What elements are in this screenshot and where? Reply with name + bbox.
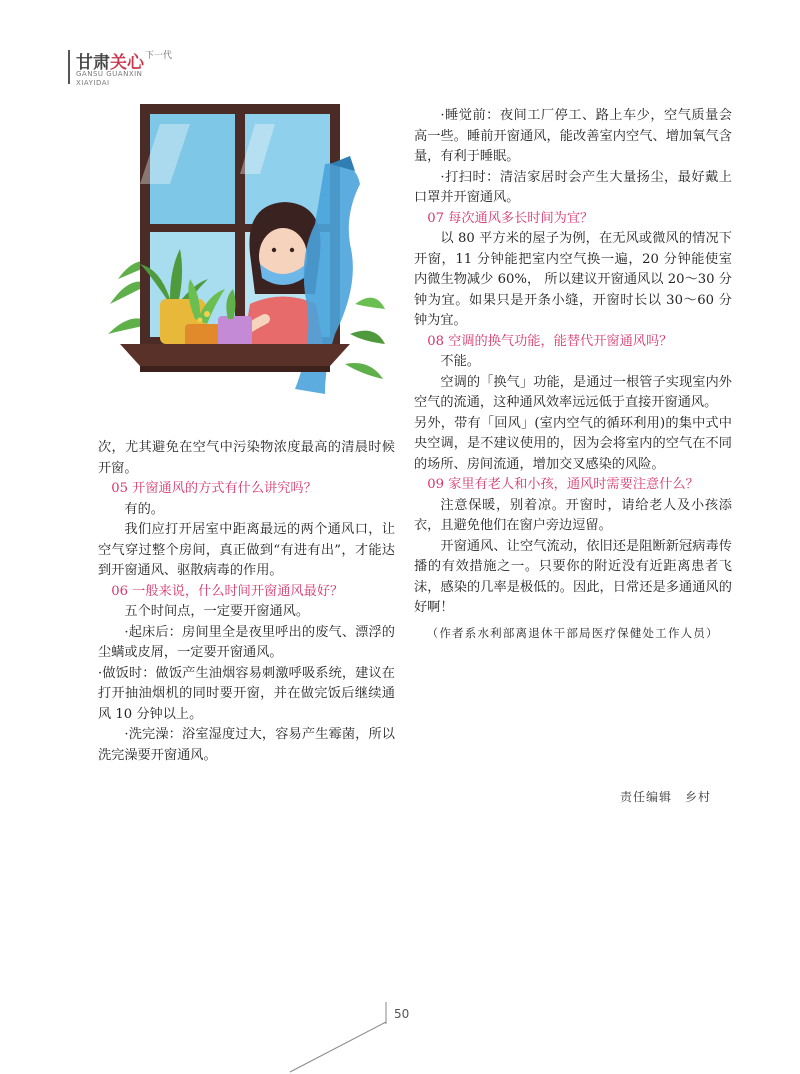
paragraph: 五个时间点，一定要开窗通风。 xyxy=(124,604,310,619)
logo-english-line-1: GANSU GUANXIN xyxy=(76,70,143,78)
paragraph: ·起床后：房间里全是夜里呼出的废气、漂浮的尘螨或皮屑，一定要开窗通风。 xyxy=(98,624,395,660)
paragraph: 有的。 xyxy=(124,501,164,517)
logo-text-a: 甘肃 xyxy=(76,53,110,73)
paragraph: ·洗完澡：浴室湿度过大，容易产生霉菌，所以洗完澡要开窗通风。 xyxy=(98,727,395,763)
responsible-editor: 责任编辑 乡村 xyxy=(620,790,712,804)
right-column xyxy=(414,106,732,643)
paragraph: 不能。 xyxy=(440,354,480,369)
logo-text-b: 关心 xyxy=(110,53,144,73)
section-heading: 06 一般来说，什么时间开窗通风最好？ xyxy=(111,583,344,599)
page-number: 50 xyxy=(394,1007,410,1021)
paragraph: ·打扫时：清洁家居时会产生大量扬尘，最好戴上口罩并开窗通风。 xyxy=(414,169,732,205)
paragraph: 注意保暖，别着凉。开窗时，请给老人及小孩添衣，且避免他们在窗户旁边逗留。 xyxy=(414,497,732,533)
section-heading: 07 每次通风多长时间为宜？ xyxy=(427,210,594,226)
paragraph: ·做饭时：做饭产生油烟容易刺激呼吸系统，建议在打开抽油烟机的同时要开窗，并在做完饭后继续通风 10 分钟以上。 xyxy=(98,665,395,722)
left-column xyxy=(98,438,395,766)
paragraph: 开窗通风、让空气流动，依旧还是阻断新冠病毒传播的有效措施之一。只要你的附近没有近距离患者飞沫，感染的几率是极低的。因此，日常还是多通通风的好啊！ xyxy=(414,538,732,615)
magazine-logo xyxy=(68,48,188,92)
paragraph: 次，尤其避免在空气中污染物浓度最高的清晨时候开窗。 xyxy=(98,440,395,476)
window-sill xyxy=(120,344,350,366)
paragraph: 以 80 平方米的屋子为例，在无风或微风的情况下开窗，11 分钟能把室内空气换一遍，20 分钟能使室内微生物减少 60%， 所以建议开窗通风以 20～30 分钟为宜。如果只是开条小缝，开窗时长以 30～60 分钟为宜。 xyxy=(414,231,732,328)
logo-bar xyxy=(68,50,70,84)
section-heading: 09 家里有老人和小孩，通风时需要注意什么？ xyxy=(427,477,699,492)
section-heading: 05 开窗通风的方式有什么讲究吗？ xyxy=(111,481,317,496)
window-ventilation-illustration xyxy=(100,104,390,420)
paragraph: 空调的「换气」功能，是通过一根管子实现室内外空气的流通，这种通风效率远远低于直接开窗通风。 xyxy=(414,374,732,410)
logo-english-line-2: XIAYIDAI xyxy=(76,79,110,87)
footer-slash-line xyxy=(290,1022,386,1072)
paragraph: ·睡觉前：夜间工厂停工、路上车少，空气质量会高一些。睡前开窗通风，能改善室内空气、增加氧气含量，有利于睡眠。 xyxy=(414,108,732,164)
paragraph: 另外，带有「回风」(室内空气的循环利用)的集中式中央空调，是不建议使用的，因为会将室内的空气在不同的场所、房间流通，增加交叉感染的风险。 xyxy=(414,415,732,472)
section-heading: 08 空调的换气功能，能替代开窗通风吗？ xyxy=(427,333,673,349)
logo-text-c: 下一代 xyxy=(145,51,173,61)
author-note: （作者系水利部离退休干部局医疗保健处工作人员） xyxy=(426,625,719,640)
paragraph: 我们应打开居室中距离最远的两个通风口，让空气穿过整个房间，真正做到“有进有出”，才能达到开窗通风、驱散病毒的作用。 xyxy=(98,522,395,578)
